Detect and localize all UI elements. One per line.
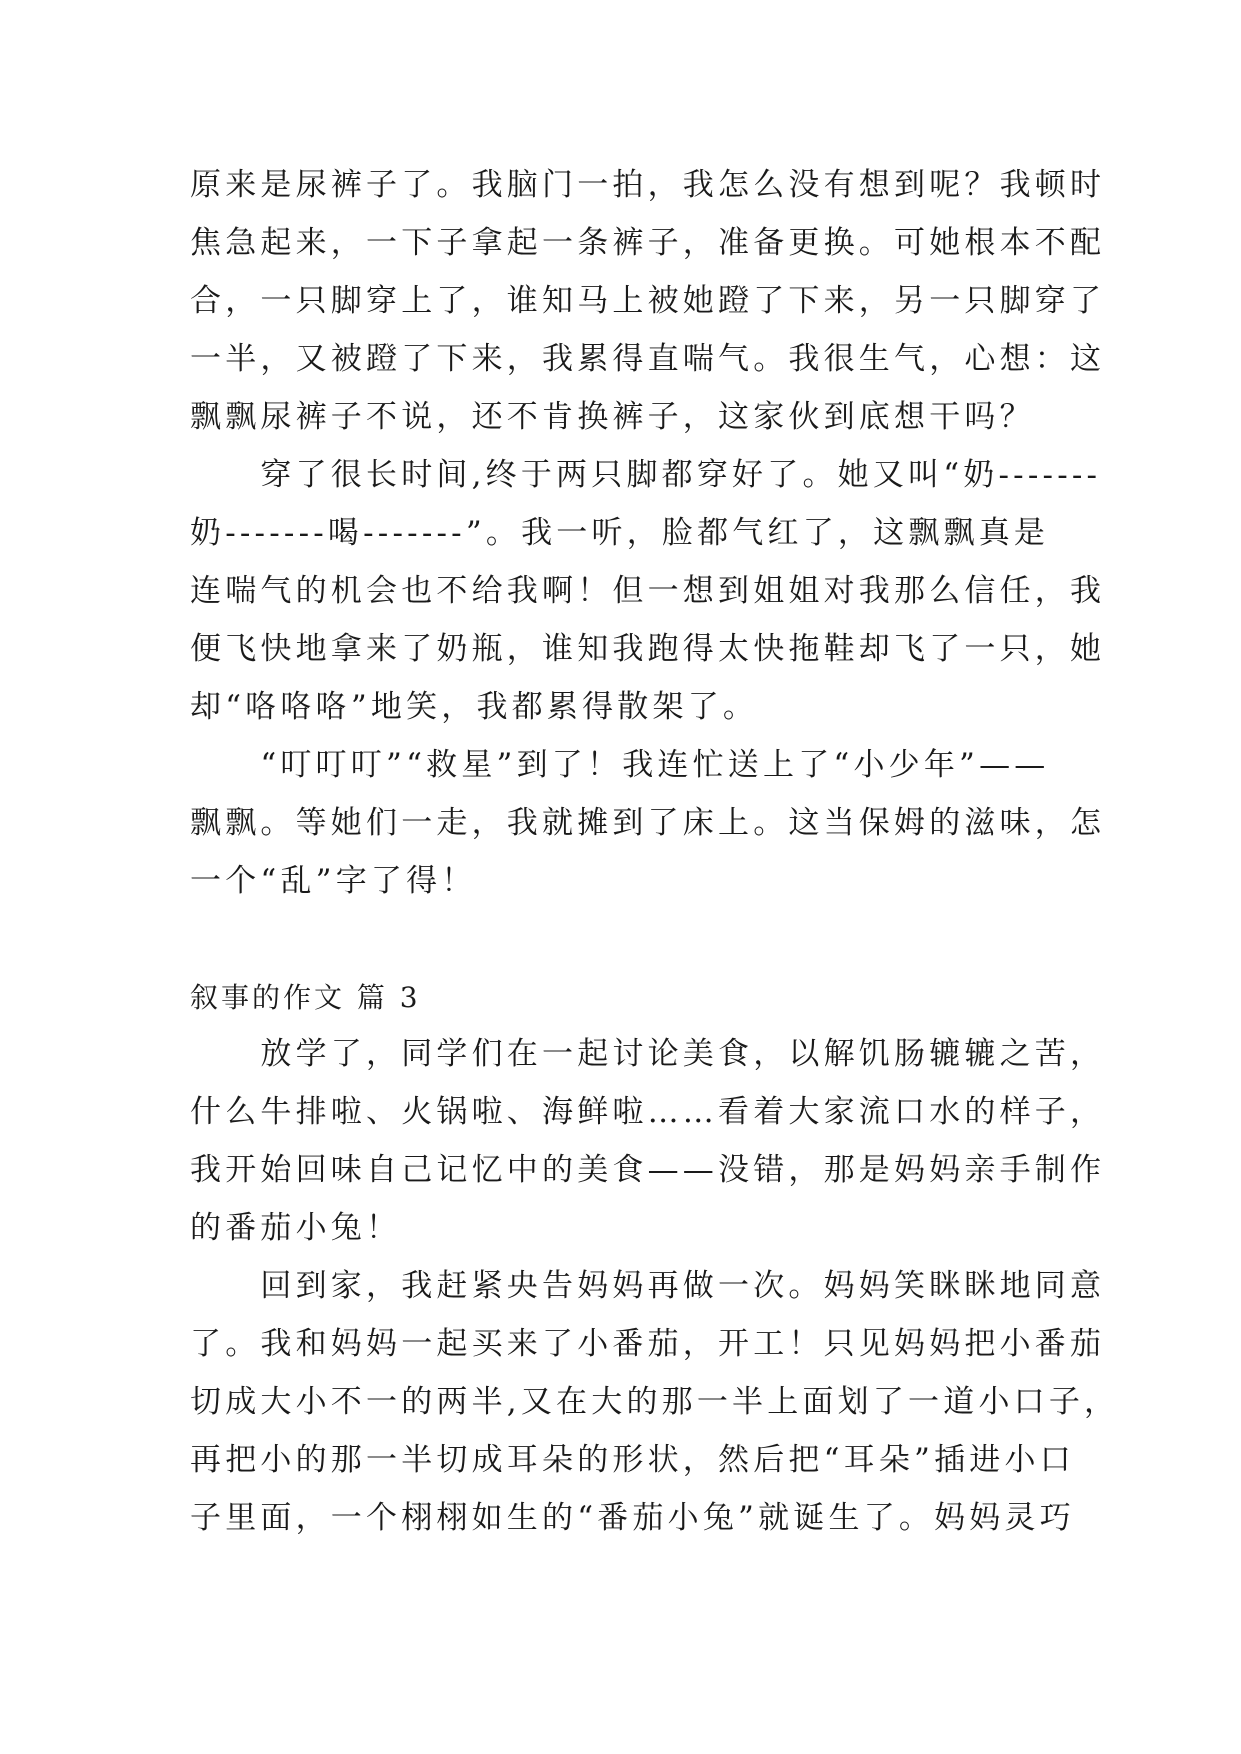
text-line: 了。我和妈妈一起买来了小番茄，开工！只见妈妈把小番茄: [190, 1326, 1106, 1362]
text-line: 连喘气的机会也不给我啊！但一想到姐姐对我那么信任，我: [190, 573, 1106, 609]
text-line: 飘飘尿裤子不说，还不肯换裤子，这家伙到底想干吗？: [190, 399, 1035, 435]
text-line: 切成大小不一的两半,又在大的那一半上面划了一道小口子，: [190, 1384, 1120, 1420]
text-line: 合，一只脚穿上了，谁知马上被她蹬了下来，另一只脚穿了: [190, 283, 1106, 319]
text-line: 一个“乱”字了得！: [190, 863, 477, 899]
text-line: 什么牛排啦、火锅啦、海鲜啦……看着大家流口水的样子，: [190, 1094, 1106, 1130]
text-line: 放学了，同学们在一起讨论美食，以解饥肠辘辘之苦，: [190, 1036, 1106, 1072]
text-line: 飘飘。等她们一走，我就摊到了床上。这当保姆的滋味，怎: [190, 805, 1106, 841]
text-line: 我开始回味自己记忆中的美食——没错，那是妈妈亲手制作: [190, 1152, 1106, 1188]
text-line: 穿了很长时间,终于两只脚都穿好了。她又叫“奶-------: [190, 457, 1102, 493]
text-line: 原来是尿裤子了。我脑门一拍，我怎么没有想到呢？我顿时: [190, 167, 1106, 203]
section-heading: 叙事的作文 篇 3: [190, 981, 421, 1014]
text-line: 再把小的那一半切成耳朵的形状，然后把“耳朵”插进小口: [190, 1442, 1075, 1478]
text-line: 却“咯咯咯”地笑，我都累得散架了。: [190, 689, 759, 725]
text-line: 的番茄小兔！: [190, 1210, 402, 1246]
text-line: 回到家，我赶紧央告妈妈再做一次。妈妈笑眯眯地同意: [190, 1268, 1106, 1304]
text-line: 奶-------喝-------”。我一听，脸都气红了，这飘飘真是: [190, 515, 1050, 551]
text-line: 便飞快地拿来了奶瓶，谁知我跑得太快拖鞋却飞了一只，她: [190, 631, 1106, 667]
text-line: 子里面，一个栩栩如生的“番茄小兔”就诞生了。妈妈灵巧: [190, 1500, 1075, 1536]
text-line: 一半，又被蹬了下来，我累得直喘气。我很生气，心想：这: [190, 341, 1106, 377]
text-line: “叮叮叮”“救星”到了！我连忙送上了“小少年”——: [190, 747, 1050, 783]
text-line: 焦急起来，一下子拿起一条裤子，准备更换。可她根本不配: [190, 225, 1106, 261]
